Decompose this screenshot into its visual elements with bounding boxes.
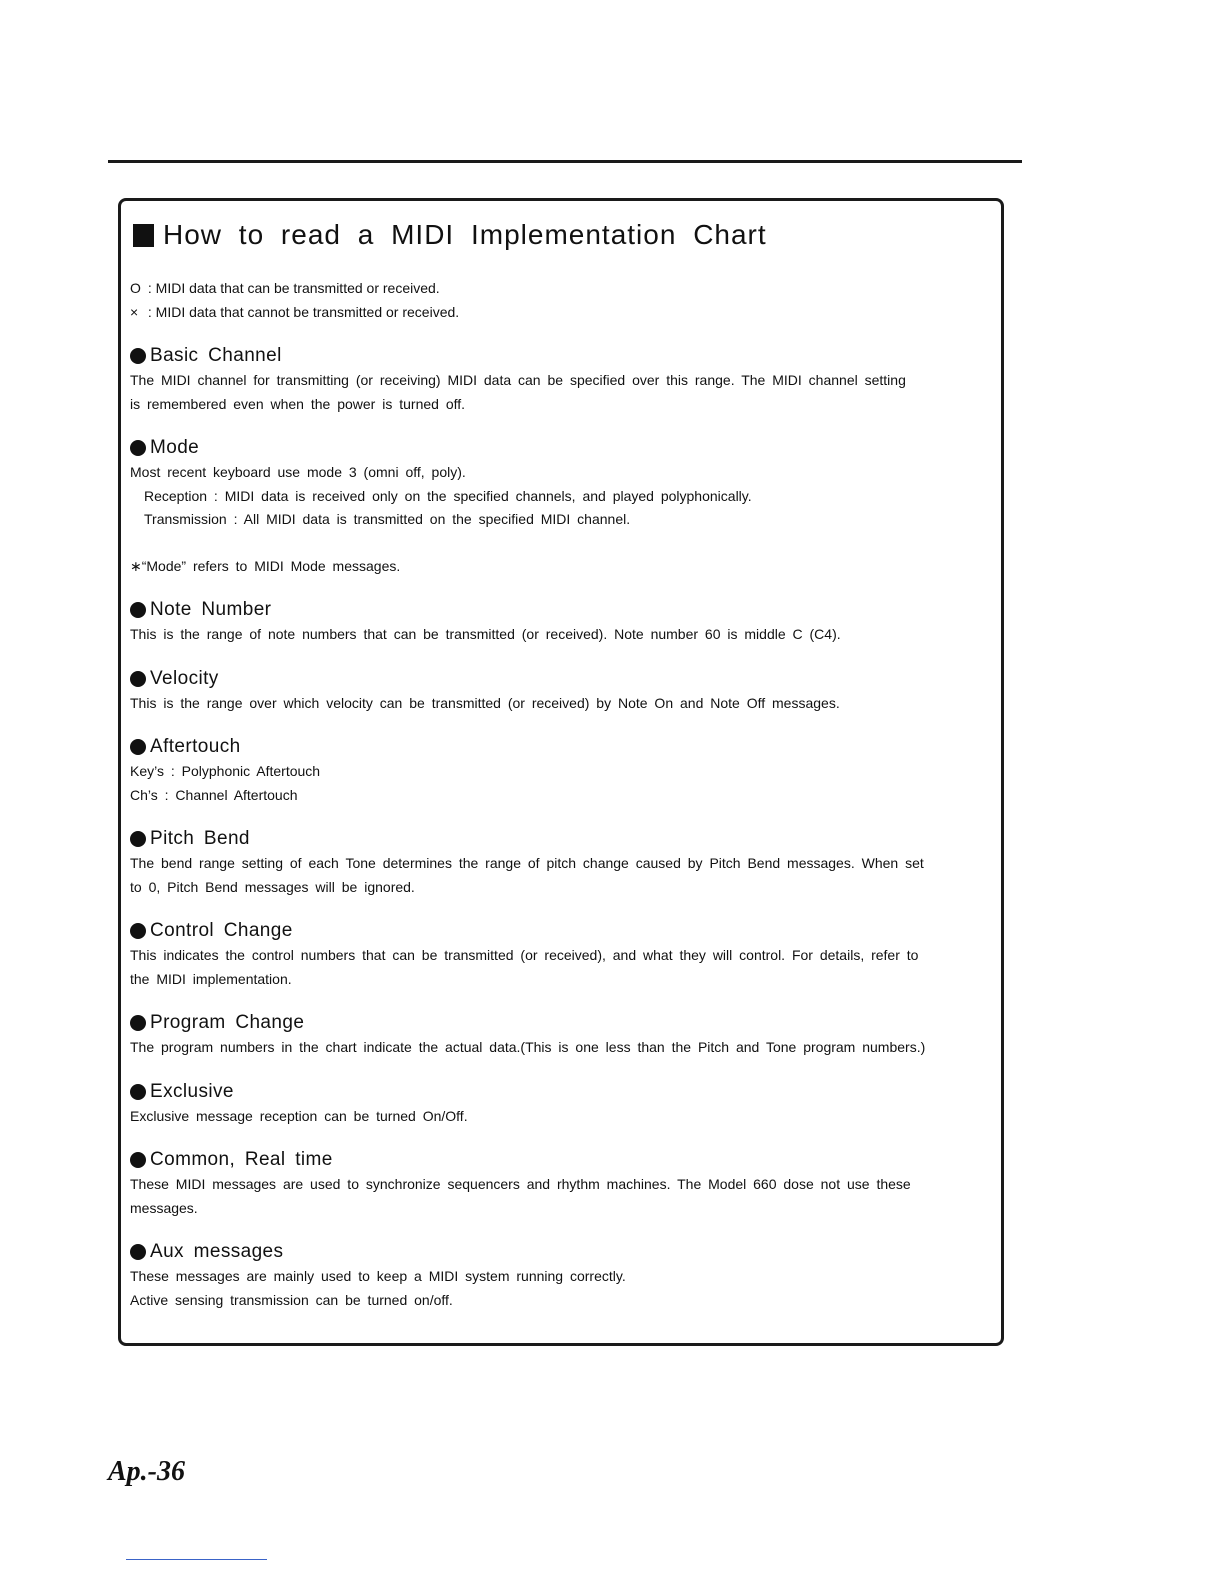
body-line: Most recent keyboard use mode 3 (omni off, poly). [130, 464, 466, 480]
bullet-icon [130, 1244, 146, 1260]
section-heading [130, 1079, 991, 1105]
body-line: This is the range over which velocity can be transmitted (or received) by Note On and Note Off messages. [130, 694, 840, 711]
section-heading [130, 343, 991, 369]
body-line: The MIDI channel for transmitting (or receiving) MIDI data can be specified over this range. The MIDI channel setting [130, 372, 906, 388]
bullet-icon [130, 440, 146, 456]
legend-item [130, 301, 991, 325]
mode-note: ∗“Mode” refers to MIDI Mode messages. [130, 557, 401, 574]
section-heading [130, 1147, 991, 1173]
section-exclusive [130, 1079, 991, 1129]
body-line: is remembered even when the power is turned off. [130, 395, 466, 412]
section-basic-channel [130, 343, 991, 416]
section-heading [130, 826, 991, 852]
body-line: Exclusive message reception can be turned On/Off. [130, 1107, 468, 1124]
body-line: Ch’s : Channel Aftertouch [130, 786, 298, 803]
symbol-legend [130, 277, 991, 324]
circle-symbol: O [130, 280, 141, 296]
body-line: Transmission : All MIDI data is transmitted on the specified MIDI channel. [144, 511, 631, 527]
body-line: This indicates the control numbers that can be transmitted (or received), and what they will control. For details, refer to [130, 947, 919, 963]
cross-symbol: × [130, 303, 139, 320]
chart-guide-box [118, 198, 1004, 1346]
heading-text: Program Change [150, 1012, 305, 1033]
legend-item [130, 277, 991, 301]
section-common-real-time [130, 1147, 991, 1220]
body-line: The bend range setting of each Tone determines the range of pitch change caused by Pitch Bend messages. When set [130, 855, 924, 871]
body-line: the MIDI implementation. [130, 970, 292, 987]
body-line: Active sensing transmission can be turned on/off. [130, 1291, 453, 1308]
body-line: Reception : MIDI data is received only on the specified channels, and played polyphonically. [144, 487, 752, 504]
section-note-number [130, 597, 991, 647]
section-control-change [130, 918, 991, 991]
heading-text: Velocity [150, 667, 219, 689]
body-line: The program numbers in the chart indicate the actual data.(This is one less than the Pitch and Tone program numbers.) [130, 1039, 926, 1055]
bullet-icon [130, 671, 146, 687]
section-heading [130, 597, 991, 623]
bullet-icon [130, 602, 146, 618]
bullet-icon [130, 1015, 146, 1031]
body-line: messages. [130, 1199, 198, 1216]
section-heading [130, 918, 991, 944]
section-heading [130, 1010, 991, 1036]
legend-text: : MIDI data that can be transmitted or received. [147, 280, 440, 296]
heading-text: Exclusive [150, 1080, 234, 1102]
heading-text: Aux messages [150, 1241, 284, 1262]
body-line: These messages are mainly used to keep a MIDI system running correctly. [130, 1268, 626, 1284]
body-line: These MIDI messages are used to synchronize sequencers and rhythm machines. The Model 660 dose not use these [130, 1176, 911, 1192]
heading-text: Aftertouch [150, 736, 241, 757]
section-mode [130, 435, 991, 578]
body-line: Key’s : Polyphonic Aftertouch [130, 763, 321, 779]
title-square-icon [133, 224, 154, 247]
section-heading [130, 734, 991, 760]
section-pitch-bend [130, 826, 991, 899]
bullet-icon [130, 1084, 146, 1100]
section-heading [130, 666, 991, 692]
body-line: This is the range of note numbers that can be transmitted (or received). Note number 60 is middle C (C4). [130, 626, 841, 642]
heading-text: Basic Channel [150, 345, 282, 366]
legend-text: : MIDI data that cannot be transmitted or received. [147, 303, 460, 320]
bullet-icon [130, 348, 146, 364]
page-number: Ap.-36 [108, 1456, 185, 1487]
title-text: How to read a MIDI Implementation Chart [163, 219, 767, 250]
section-velocity [130, 666, 991, 716]
section-aftertouch [130, 734, 991, 807]
section-program-change [130, 1010, 991, 1060]
body-line: to 0, Pitch Bend messages will be ignored. [130, 878, 415, 895]
heading-text: Note Number [150, 599, 272, 620]
bullet-icon [130, 831, 146, 847]
bullet-icon [130, 739, 146, 755]
bottom-link-line [126, 1559, 267, 1560]
heading-text: Control Change [150, 920, 293, 941]
section-heading [130, 1239, 991, 1265]
heading-text: Mode [150, 437, 200, 458]
bullet-icon [130, 923, 146, 939]
section-heading [130, 435, 991, 461]
heading-text: Pitch Bend [150, 828, 250, 849]
top-rule [108, 160, 1022, 163]
bullet-icon [130, 1152, 146, 1168]
heading-text: Common, Real time [150, 1149, 333, 1170]
page-title [133, 215, 991, 255]
section-aux-messages [130, 1239, 991, 1312]
